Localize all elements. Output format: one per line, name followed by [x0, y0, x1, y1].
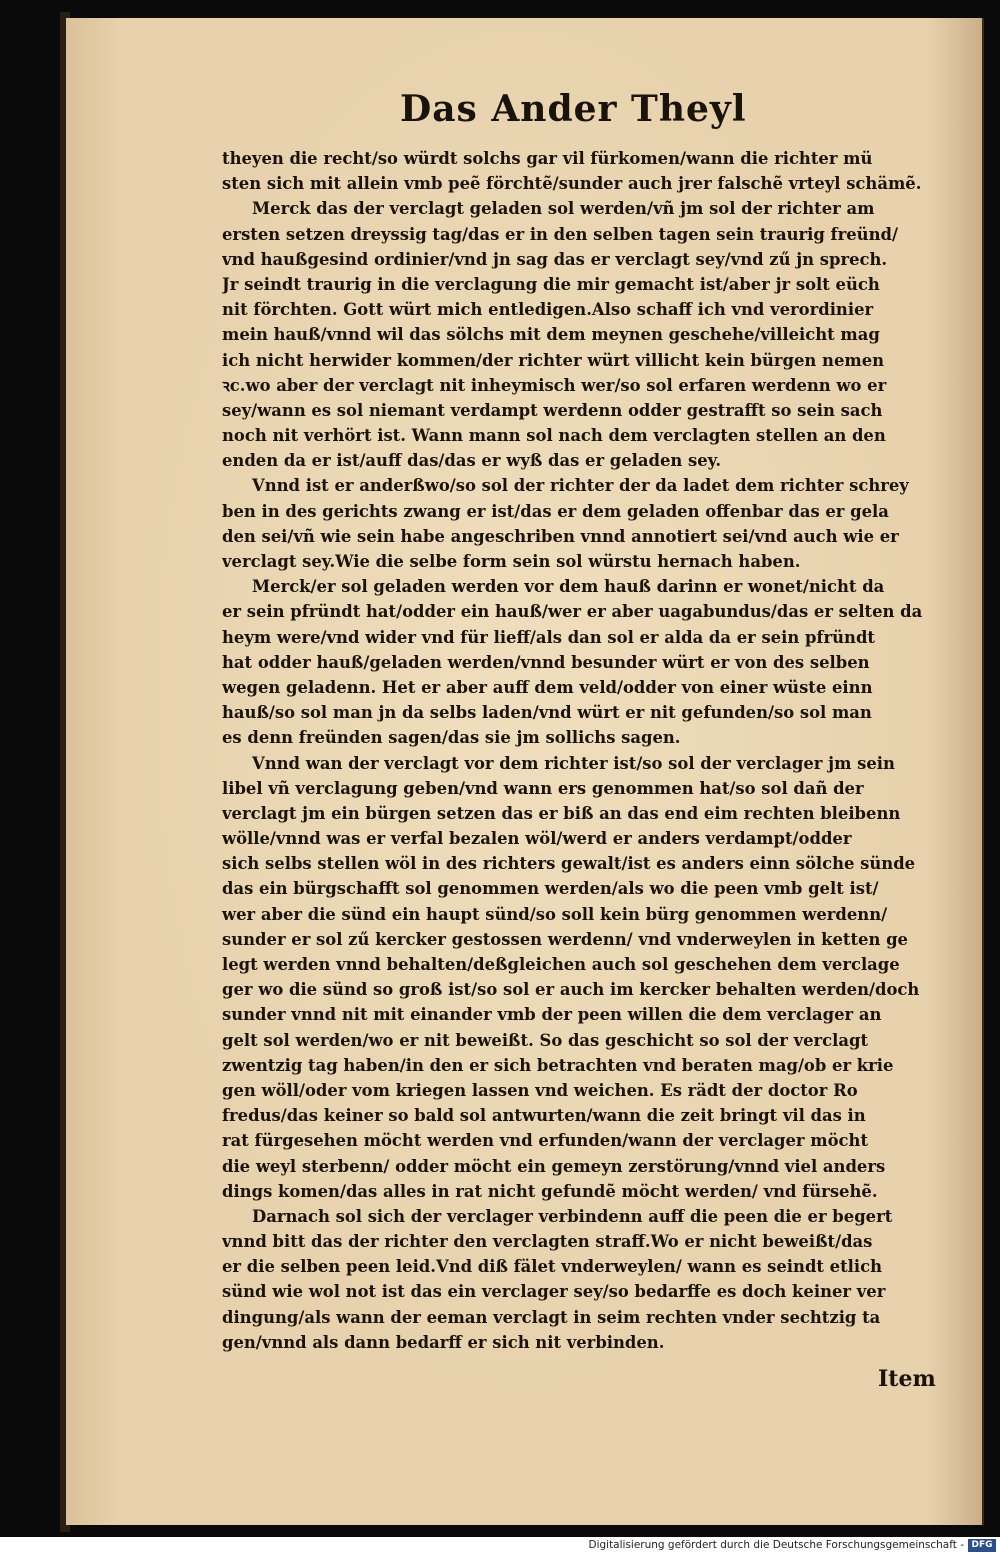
text-line: ich nicht herwider kommen/der richter würt villicht kein bürgen nemen: [222, 350, 885, 370]
text-line: er sein pfründt hat/odder ein hauß/wer er aber uagabundus/das er selten da: [222, 602, 923, 622]
body-text: [222, 146, 940, 1355]
text-line: rat fürgesehen möcht werden vnd erfunden/wann der verclager möcht: [222, 1131, 869, 1151]
text-line: gen wöll/oder vom kriegen lassen vnd weichen. Es rädt der doctor Ro: [222, 1080, 858, 1100]
catchword: Item: [878, 1366, 936, 1392]
footer-credit: Digitalisierung gefördert durch die Deutsche Forschungsgemeinschaft -: [588, 1539, 964, 1551]
text-line: dings komen/das alles in rat nicht gefundẽ möcht werden/ vnd fürsehẽ.: [222, 1181, 878, 1201]
text-line: sey/wann es sol niemant verdampt werdenn odder gestrafft so sein sach: [222, 400, 883, 420]
text-line: Vnnd wan der verclagt vor dem richter ist/so sol der verclager jm sein: [252, 753, 895, 773]
text-line: hauß/so sol man jn da selbs laden/vnd würt er nit gefunden/so sol man: [222, 703, 872, 723]
text-line: er die selben peen leid.Vnd diß fälet vnderweylen/ wann es seindt etlich: [222, 1257, 883, 1277]
text-line: sten sich mit allein vmb peẽ förchtẽ/sunder auch jrer falschẽ vrteyl schämẽ.: [222, 174, 922, 194]
text-line: zwentzig tag haben/in den er sich betrachten vnd beraten mag/ob er krie: [222, 1055, 894, 1075]
text-line: sunder vnnd nit mit einander vmb der peen willen die dem verclager an: [222, 1005, 882, 1025]
text-line: enden da er ist/auff das/das er wyß das er geladen sey.: [222, 451, 722, 471]
text-line: Darnach sol sich der verclager verbindenn auff die peen die er begert: [252, 1206, 893, 1226]
text-line: ger wo die sünd so groß ist/so sol er auch im kercker behalten werden/doch: [222, 980, 920, 1000]
text-line: nit förchten. Gott würt mich entledigen.Also schaff ich vnd verordinier: [222, 300, 874, 320]
text-line: mein hauß/vnnd wil das sölchs mit dem meynen geschehe/villeicht mag: [222, 325, 880, 345]
text-line: ꝛc.wo aber der verclagt nit inheymisch wer/so sol erfaren werdenn wo er: [222, 375, 887, 395]
text-line: hat odder hauß/geladen werden/vnnd besunder würt er von des selben: [222, 652, 870, 672]
text-line: fredus/das keiner so bald sol antwurten/wann die zeit bringt vil das in: [222, 1106, 866, 1126]
text-line: verclagt sey.Wie die selbe form sein sol würstu hernach haben.: [222, 552, 801, 571]
text-line: sunder er sol zű kercker gestossen werdenn/ vnd vnderweylen in ketten ge: [222, 929, 908, 949]
text-line: legt werden vnnd behalten/deßgleichen auch sol geschehen dem verclage: [222, 955, 900, 974]
text-line: Merck/er sol geladen werden vor dem hauß darinn er wonet/nicht da: [252, 577, 885, 597]
text-line: gen/vnnd als dann bedarff er sich nit verbinden.: [222, 1332, 665, 1352]
text-line: sich selbs stellen wöl in des richters gewalt/ist es anders einn sölche sünde: [222, 854, 916, 874]
text-line: gelt sol werden/wo er nit beweißt. So das geschicht so sol der verclagt: [222, 1030, 869, 1050]
text-line: libel vñ verclagung geben/vnd wann ers genommen hat/so sol dañ der: [222, 778, 864, 798]
text-line: verclagt jm ein bürgen setzen das er biß an das end eim rechten bleibenn: [222, 803, 901, 823]
text-line: sünd wie wol not ist das ein verclager sey/so bedarffe es doch keiner ver: [222, 1282, 886, 1302]
text-line: heym were/vnd wider vnd für lieff/als dan sol er alda da er sein pfründt: [222, 627, 875, 647]
text-line: wer aber die sünd ein haupt sünd/so soll kein bürg genommen werdenn/: [222, 904, 888, 924]
text-line: noch nit verhört ist. Wann mann sol nach dem verclagten stellen an den: [222, 426, 886, 446]
text-line: ben in des gerichts zwang er ist/das er dem geladen offenbar das er gela: [222, 501, 889, 521]
text-line: vnnd bitt das der richter den verclagten straff.Wo er nicht beweißt/das: [222, 1232, 873, 1252]
text-line: wölle/vnnd was er verfal bezalen wöl/werd er anders verdampt/odder: [222, 829, 852, 849]
text-line: vnd haußgesind ordinier/vnd jn sag das er verclagt sey/vnd zű jn sprech.: [222, 249, 888, 269]
text-line: die weyl sterbenn/ odder möcht ein gemeyn zerstörung/vnnd viel anders: [222, 1156, 886, 1176]
text-line: das ein bürgschafft sol genommen werden/als wo die peen vmb gelt ist/: [222, 879, 879, 899]
text-line: Merck das der verclagt geladen sol werden/vñ jm sol der richter am: [252, 199, 875, 219]
text-line: den sei/vñ wie sein habe angeschriben vnnd annotiert sei/vnd auch wie er: [222, 526, 899, 546]
running-head: Das Ander Theyl: [400, 88, 747, 130]
text-line: Vnnd ist er anderßwo/so sol der richter der da ladet dem richter schrey: [252, 476, 909, 496]
text-line: theyen die recht/so würdt solchs gar vil fürkomen/wann die richter mü: [222, 149, 873, 168]
text-line: dingung/als wann der eeman verclagt in seim rechten vnder sechtzig ta: [222, 1307, 881, 1327]
text-line: ersten setzen dreyssig tag/das er in den selben tagen sein traurig freünd/: [222, 224, 898, 244]
dfg-logo: DFG: [968, 1539, 996, 1552]
text-line: Jr seindt traurig in die verclagung die mir gemacht ist/aber jr solt eüch: [222, 274, 880, 294]
text-line: es denn freünden sagen/das sie jm sollichs sagen.: [222, 728, 681, 748]
text-line: wegen geladenn. Het er aber auff dem veld/odder von einer wüste einn: [222, 677, 873, 697]
